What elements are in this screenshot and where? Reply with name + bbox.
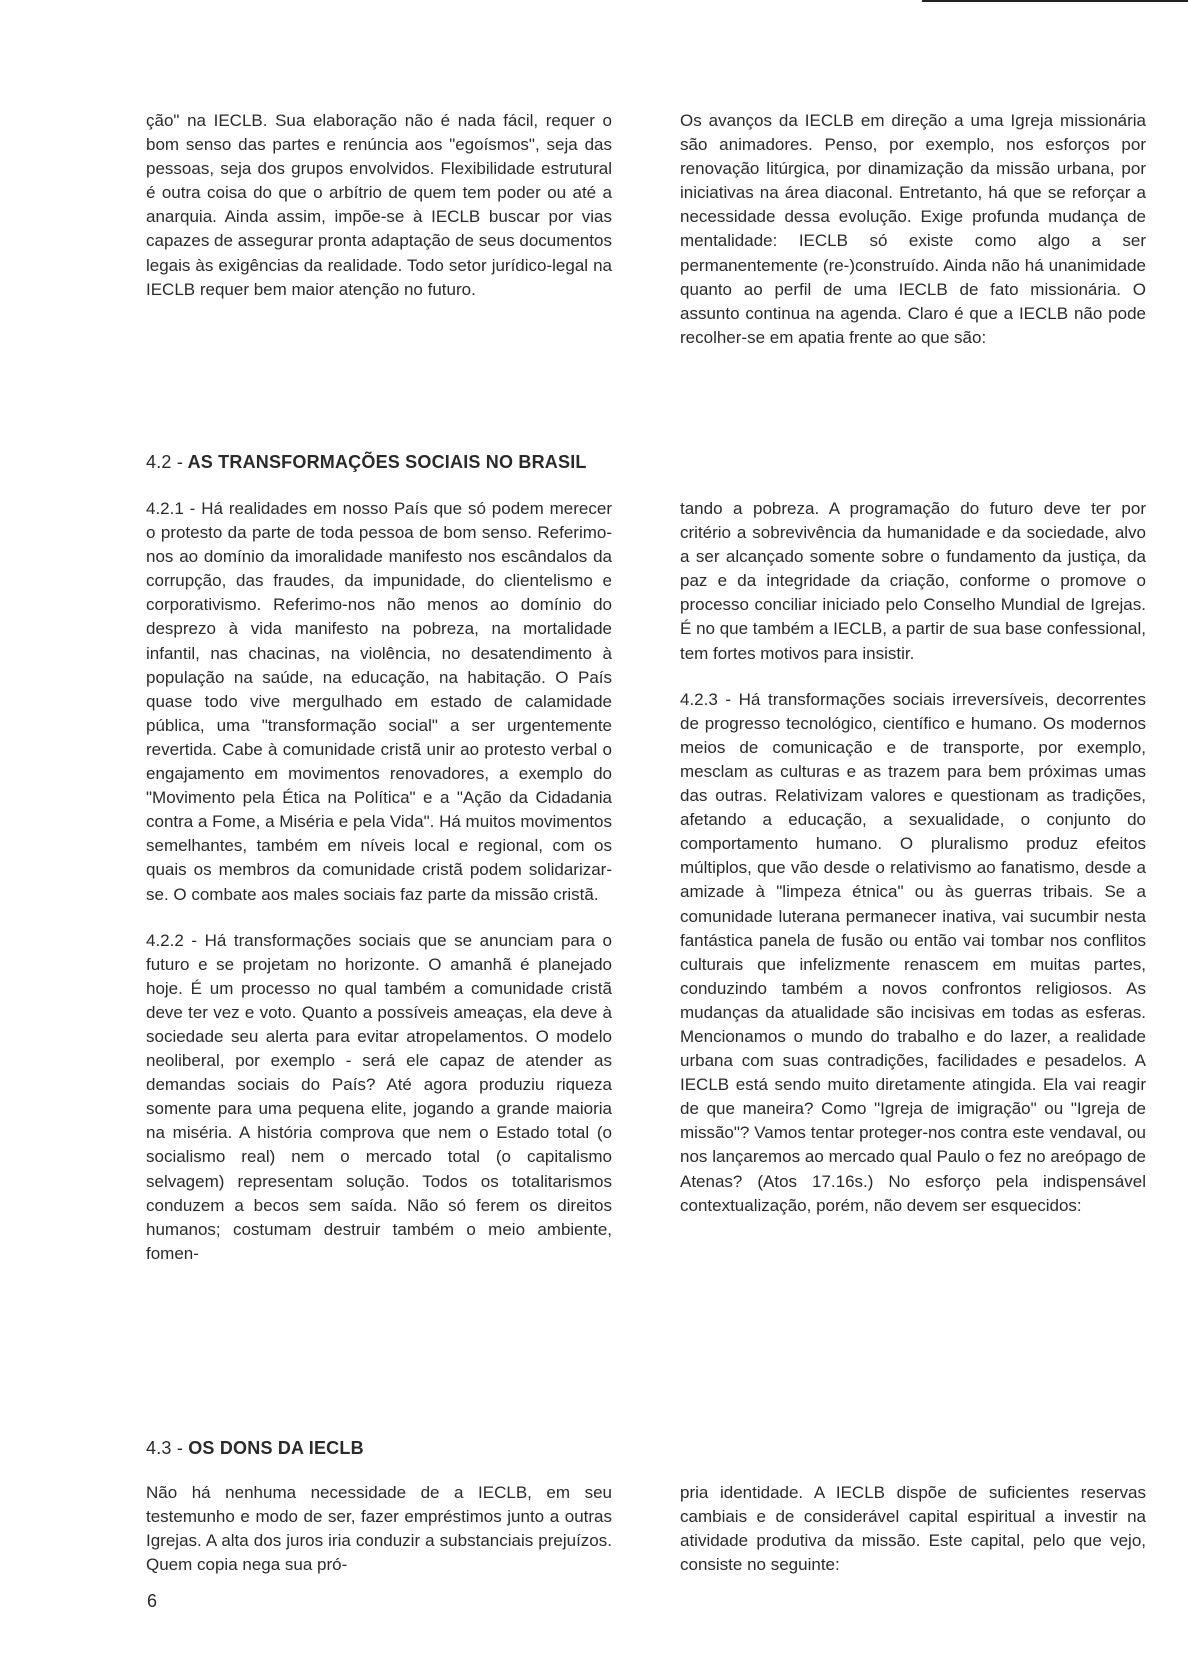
section-4-3-left-paragraph: Não há nenhuma necessidade de a IECLB, em seu testemunho e modo de ser, fazer empréstimos junto a outras Igrejas. A alta dos juros iria conduzir a substanciais prejuízos. Quem copia nega sua pró-: [146, 1483, 612, 1575]
section-4-3-number: 4.3 -: [146, 1438, 184, 1458]
paragraph-4-2-2: 4.2.2 - Há transformações sociais que se anunciam para o futuro e se projetam no horizonte. O amanhã é planejado hoje. É um processo no qual também a comunidade cristã deve ter vez e voto. Quanto a possíveis ameaças, ela deve à sociedade seu alerta para evitar atropelamentos. O modelo neoliberal, por exemplo - será ele capaz de atender as demandas sociais do País? Até agora produziu riqueza somente para uma pequena elite, jogando a grande maioria na miséria. A história comprova que nem o Estado total (o socialismo real) nem o mercado total (o capitalismo selvagem) representam solução. Todos os totalitarismos conduzem a becos sem saída. Não só ferem os direitos humanos; costumam destruir também o meio ambiente, fomen-: [146, 930, 612, 1263]
section-4-2-right-column: [680, 497, 1146, 1218]
block1-left-column: [146, 109, 612, 302]
page-number: 6: [147, 1591, 158, 1611]
section-4-3-right-paragraph: pria identidade. A IECLB dispõe de suficientes reservas cambiais e de considerável capital espiritual a investir na atividade produtiva da missão. Este capital, pelo que vejo, consiste no seguinte:: [680, 1483, 1146, 1575]
section-4-3-left-column: [146, 1481, 612, 1577]
block1-right-paragraph: Os avanços da IECLB em direção a uma Igreja missionária são animadores. Penso, por exemplo, nos esforços por renovação litúrgica, por dinamização da missão urbana, por iniciativas na área diaconal. Entretanto, há que se reforçar a necessidade dessa evolução. Exige profunda mudança de mentalidade: IECLB só existe como algo a ser permanentemente (re-)construído. Ainda não há unanimidade quanto ao perfil de uma IECLB de fato missionária. O assunto continua na agenda. Claro é que a IECLB não pode recolher-se em apatia frente ao que são:: [680, 111, 1146, 347]
section-4-2-left-column: [146, 497, 612, 1266]
section-4-2-heading: [146, 452, 587, 473]
section-4-3-right-column: [680, 1481, 1146, 1577]
block1-left-paragraph: ção" na IECLB. Sua elaboração não é nada fácil, requer o bom senso das partes e renúncia aos "egoísmos", seja das pessoas, seja dos grupos envolvidos. Flexibilidade estrutural é outra coisa do que o arbítrio de quem tem poder ou até a anarquia. Ainda assim, impõe-se à IECLB buscar por vias capazes de assegurar pronta adaptação de seus documentos legais às exigências da realidade. Todo setor jurídico-legal na IECLB requer bem maior atenção no futuro.: [146, 111, 612, 299]
paragraph-4-2-1: 4.2.1 - Há realidades em nosso País que só podem merecer o protesto da parte de toda pessoa de bom senso. Referimo-nos ao domínio da imoralidade manifesto nos escândalos da corrupção, das fraudes, da impunidade, do clientelismo e corporativismo. Referimo-nos não menos ao domínio do desprezo à vida manifesto na pobreza, na mortalidade infantil, nas chacinas, na violência, no desatendimento à população na saúde, na educação, na habitação. O País quase todo vive mergulhado em estado de calamidade pública, uma "transformação social" a ser urgentemente revertida. Cabe à comunidade cristã unir ao protesto verbal o engajamento em movimentos renovadores, a exemplo do "Movimento pela Ética na Política" e a "Ação da Cidadania contra a Fome, a Miséria e pela Vida". Há muitos movimentos semelhantes, também em níveis local e regional, com os quais os membros da comunidade cristã podem solidarizar-se. O combate aos males sociais faz parte da missão cristã.: [146, 499, 612, 904]
section-4-3-title: OS DONS DA IECLB: [188, 1438, 364, 1458]
section-4-2-number: 4.2 -: [146, 452, 184, 472]
paragraph-4-2-2-continued: tando a pobreza. A programação do futuro deve ter por critério a sobrevivência da humanidade e da sociedade, alvo a ser alcançado somente sobre o fundamento da justiça, da paz e da integridade da criação, conforme o promove o processo conciliar iniciado pelo Conselho Mundial de Igrejas. É no que também a IECLB, a partir de sua base confessional, tem fortes motivos para insistir.: [680, 499, 1146, 663]
block1-right-column: [680, 109, 1146, 350]
section-4-3-heading: [146, 1438, 364, 1459]
top-rule: [922, 0, 1188, 2]
section-4-2-title: AS TRANSFORMAÇÕES SOCIAIS NO BRASIL: [187, 452, 587, 472]
paragraph-4-2-3: 4.2.3 - Há transformações sociais irreversíveis, decorrentes de progresso tecnológico, científico e humano. Os modernos meios de comunicação e de transporte, por exemplo, mesclam as culturas e as trazem para bem próximas umas das outras. Relativizam valores e questionam as tradições, afetando a educação, a sexualidade, o conjunto do comportamento humano. O pluralismo produz efeitos múltiplos, que vão desde o relativismo ao fanatismo, desde a amizade à "limpeza étnica" ou às guerras tribais. Se a comunidade luterana permanecer inativa, vai sucumbir nesta fantástica panela de fusão ou então vai tombar nos conflitos culturais que infelizmente renascem em muitas partes, conduzindo também a novos confrontos religiosos. As mudanças da atualidade são incisivas em todas as esferas. Mencionamos o mundo do trabalho e do lazer, a realidade urbana com suas contradições, facilidades e pesadelos. A IECLB está sendo muito diretamente atingida. Ela vai reagir de que maneira? Como "Igreja de imigração" ou "Igreja de missão"? Vamos tentar proteger-nos contra este vendaval, ou nos lançaremos ao mercado qual Paulo o fez no areópago de Atenas? (Atos 17.16s.) No esforço pela indispensável contextualização, porém, não devem ser esquecidos:: [680, 689, 1146, 1215]
